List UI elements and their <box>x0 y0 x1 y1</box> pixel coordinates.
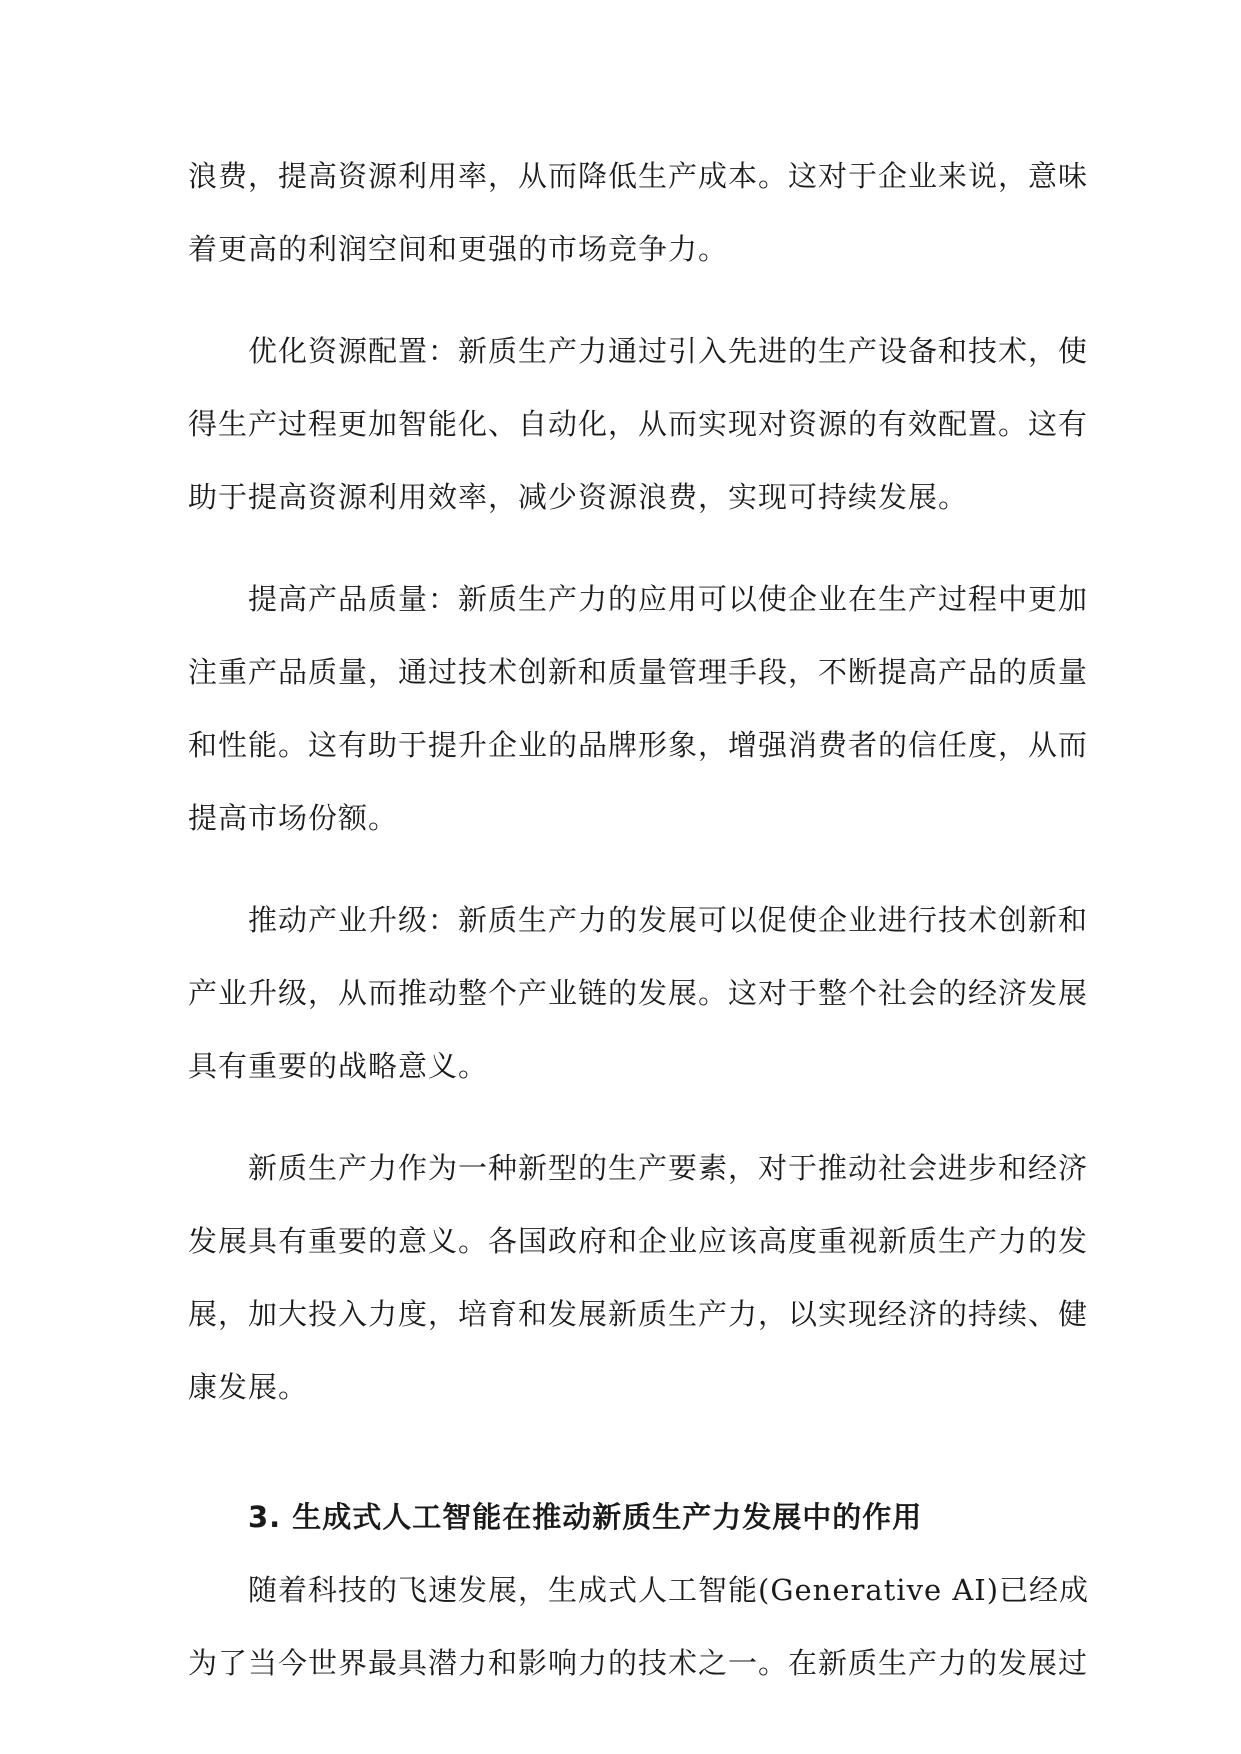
text-line: 和性能。这有助于提升企业的品牌形象，增强消费者的信任度，从而 <box>188 728 1089 762</box>
text-line: 随着科技的飞速发展，生成式人工智能(Generative AI)已经成 <box>248 1573 1090 1607</box>
paragraph-generative-ai <box>188 1554 1090 1700</box>
paragraph-product-quality <box>188 563 1089 855</box>
text-line: 浪费，提高资源利用率，从而降低生产成本。这对于企业来说，意味 <box>188 159 1089 193</box>
text-line: 具有重要的战略意义。 <box>188 1049 489 1083</box>
text-line: 得生产过程更加智能化、自动化，从而实现对资源的有效配置。这有 <box>188 407 1089 441</box>
paragraph-industry-upgrade <box>188 884 1089 1103</box>
text-line: 着更高的利润空间和更强的市场竞争力。 <box>188 232 729 266</box>
section-heading: 3. 生成式人工智能在推动新质生产力发展中的作用 <box>248 1500 923 1534</box>
paragraph-optimize-resources <box>188 315 1089 534</box>
text-line: 注重产品质量，通过技术创新和质量管理手段，不断提高产品的质量 <box>188 655 1089 689</box>
text-line: 展，加大投入力度，培育和发展新质生产力，以实现经济的持续、健 <box>188 1297 1089 1331</box>
text-line: 为了当今世界最具潜力和影响力的技术之一。在新质生产力的发展过 <box>188 1646 1089 1680</box>
paragraph-conclusion <box>188 1132 1089 1424</box>
text-line: 提高市场份额。 <box>188 801 399 835</box>
text-line: 助于提高资源利用效率，减少资源浪费，实现可持续发展。 <box>188 480 969 514</box>
text-line: 发展具有重要的意义。各国政府和企业应该高度重视新质生产力的发 <box>188 1224 1089 1258</box>
document-page <box>188 140 1090 1729</box>
text-line: 康发展。 <box>188 1370 309 1404</box>
text-line: 优化资源配置：新质生产力通过引入先进的生产设备和技术，使 <box>248 334 1089 368</box>
text-line: 新质生产力作为一种新型的生产要素，对于推动社会进步和经济 <box>248 1151 1089 1185</box>
text-line: 提高产品质量：新质生产力的应用可以使企业在生产过程中更加 <box>248 582 1089 616</box>
text-line: 产业升级，从而推动整个产业链的发展。这对于整个社会的经济发展 <box>188 976 1089 1010</box>
paragraph-cost-reduction <box>188 140 1089 286</box>
text-line: 推动产业升级：新质生产力的发展可以促使企业进行技术创新和 <box>248 903 1089 937</box>
